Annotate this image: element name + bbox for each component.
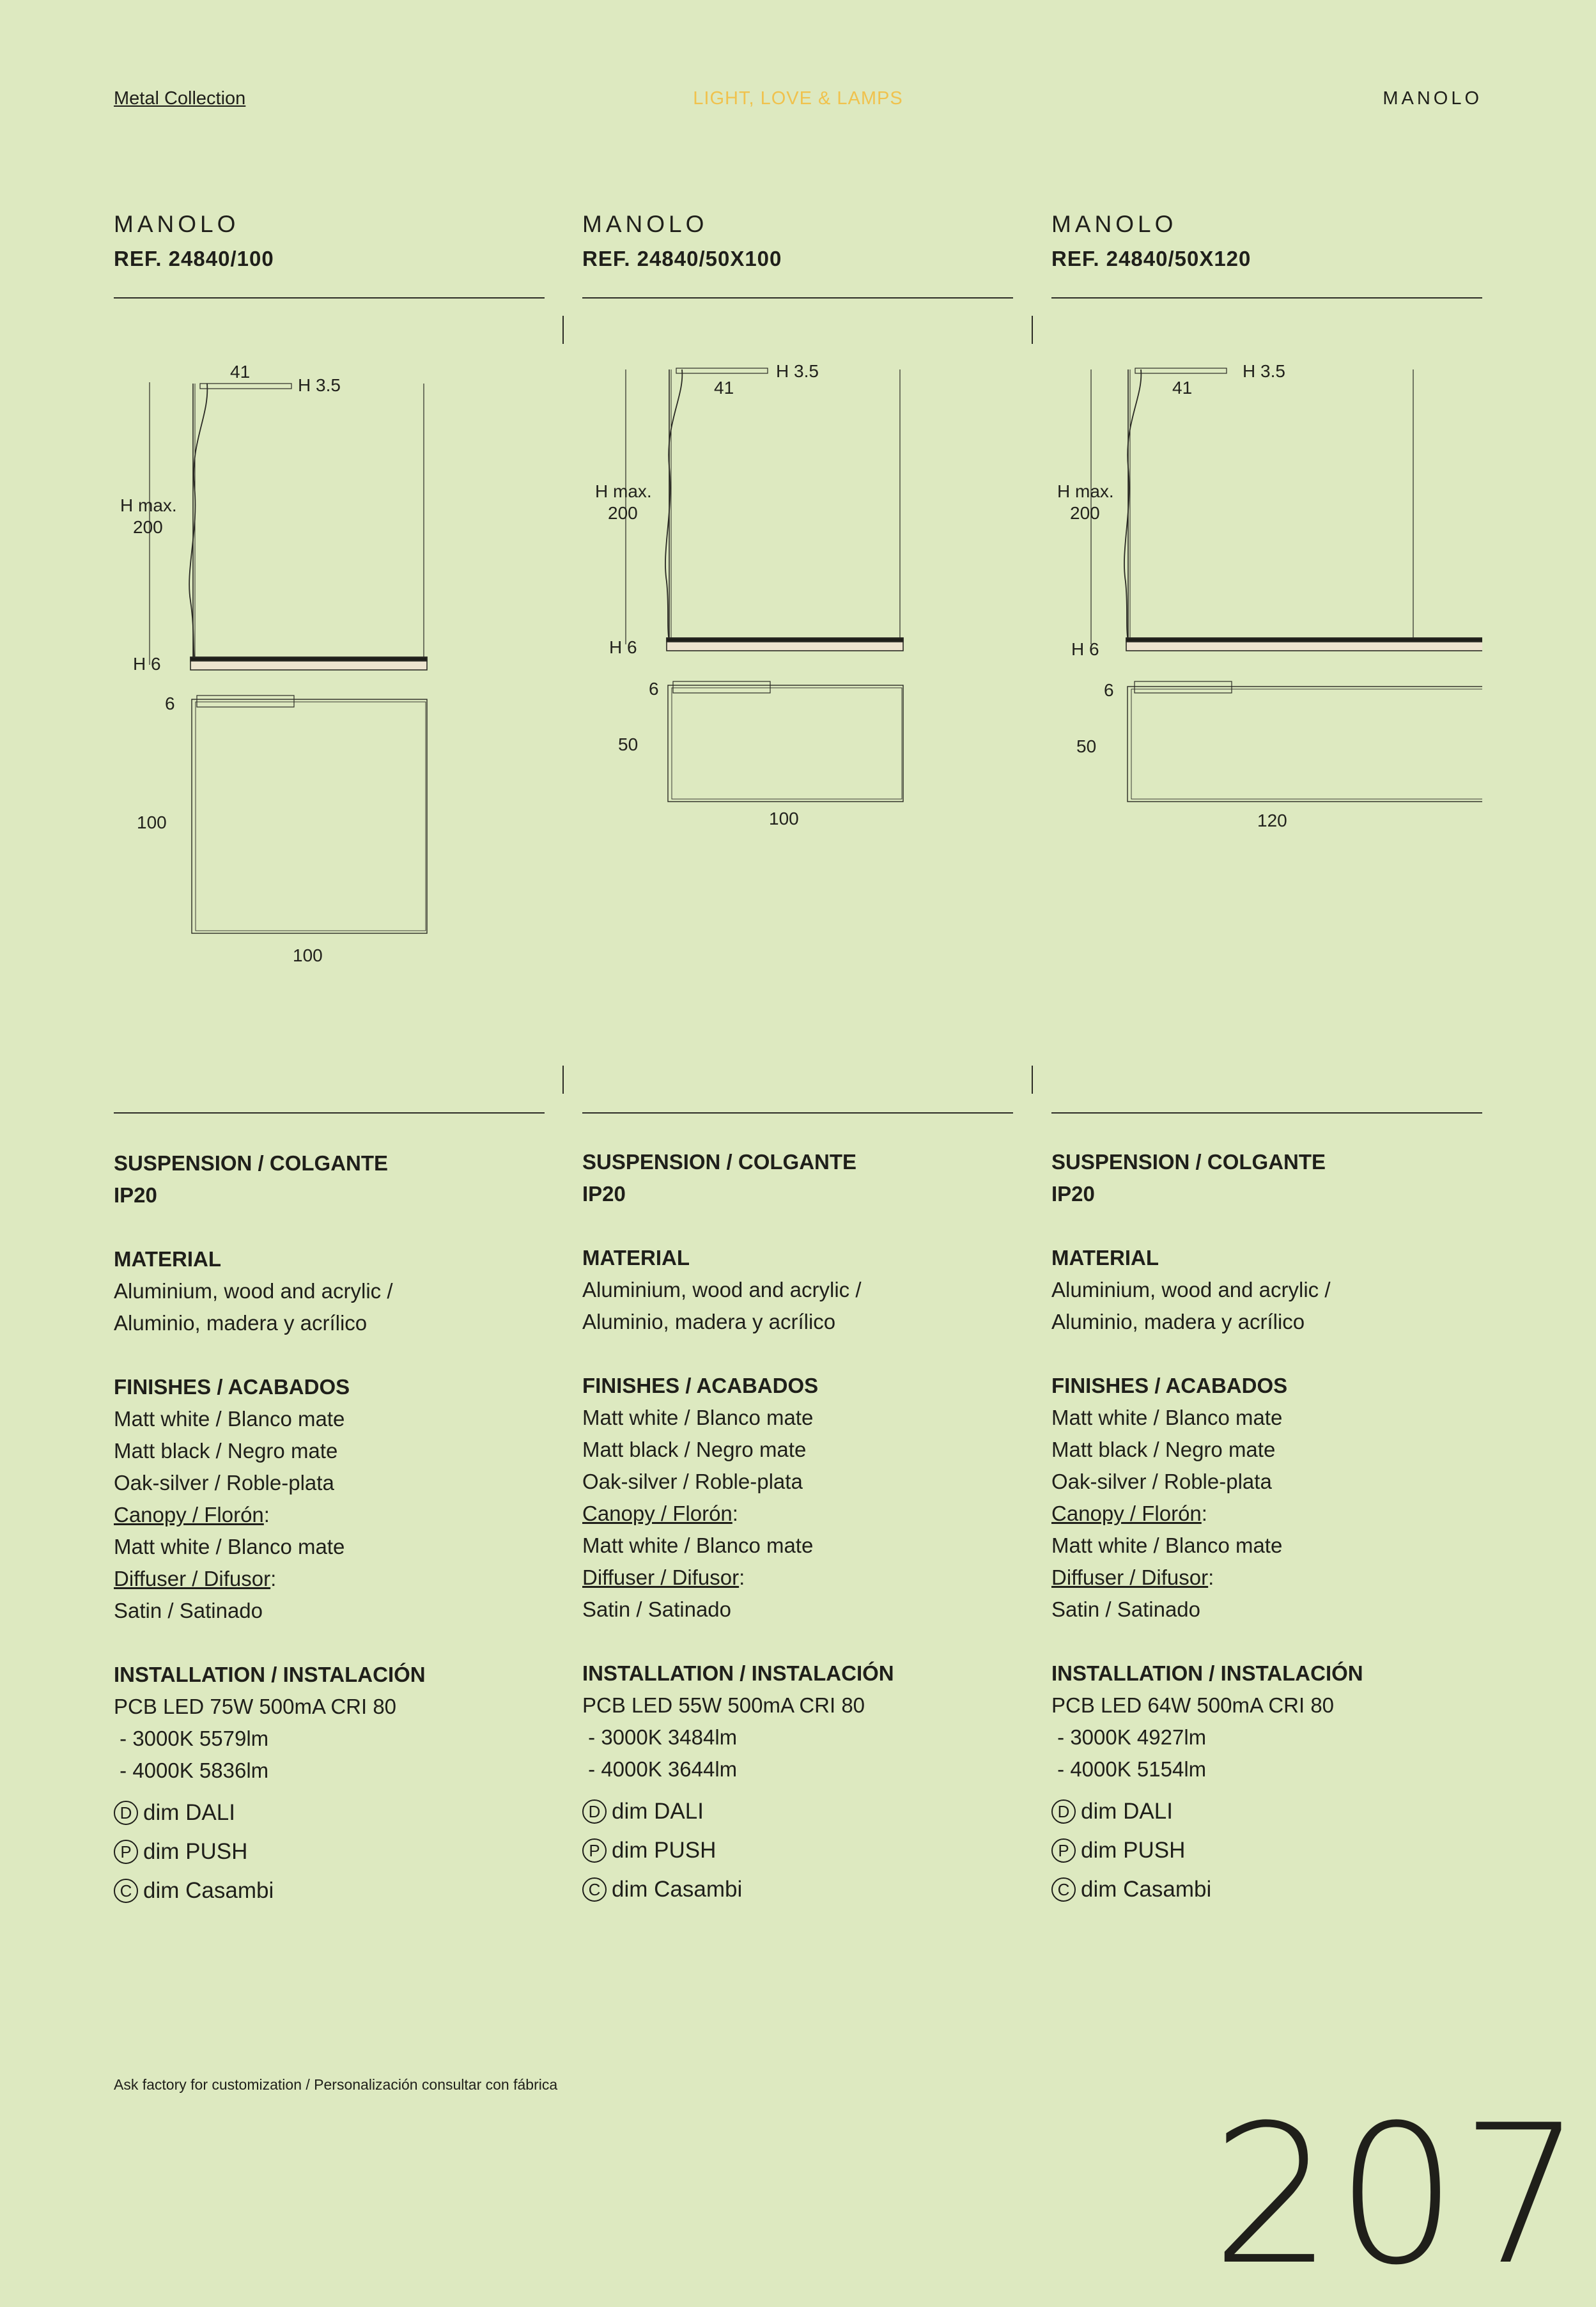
dim-label: dim Casambi: [143, 1877, 274, 1903]
product-column-1: [114, 0, 545, 2258]
dali-icon: D: [1051, 1799, 1076, 1824]
dim-push: [582, 1831, 1013, 1870]
dim-label: dim Casambi: [612, 1876, 743, 1902]
drawing-label: H 6: [1071, 639, 1099, 659]
drawing-label: H max.: [1057, 481, 1114, 501]
drawing-label: H max.: [595, 481, 652, 501]
push-icon: P: [114, 1840, 138, 1864]
drawing-label: H 3.5: [298, 375, 341, 395]
dim-label: dim DALI: [612, 1798, 704, 1824]
drawing-label: 200: [133, 517, 163, 537]
finishes-title: FINISHES / ACABADOS: [1051, 1374, 1288, 1397]
installation-title: INSTALLATION / INSTALACIÓN: [1051, 1661, 1363, 1685]
technical-drawing-svg: [114, 300, 545, 1106]
installation-line: PCB LED 75W 500mA CRI 80: [114, 1695, 397, 1718]
ip-rating: IP20: [582, 1182, 626, 1206]
diffuser-label: Diffuser / Difusor: [582, 1565, 740, 1589]
finish-line: Matt black / Negro mate: [582, 1438, 807, 1461]
finishes-title: FINISHES / ACABADOS: [114, 1375, 350, 1399]
dim-push: [114, 1832, 545, 1871]
material-title: MATERIAL: [582, 1246, 690, 1270]
drawing-label: 50: [1076, 736, 1097, 756]
product-column-3: [1051, 0, 1482, 2258]
casambi-icon: C: [1051, 1877, 1076, 1902]
drawing-label: H 6: [133, 654, 161, 674]
divider: [582, 1112, 1013, 1114]
drawing-label: 100: [137, 812, 167, 832]
ip-rating: IP20: [114, 1183, 157, 1207]
dim-label: dim PUSH: [143, 1838, 248, 1864]
dim-label: dim PUSH: [612, 1837, 717, 1863]
casambi-icon: C: [114, 1879, 138, 1903]
technical-drawing: [114, 300, 545, 1106]
installation-line: - 3000K 3484lm: [582, 1725, 738, 1749]
dim-label: dim PUSH: [1081, 1837, 1186, 1863]
finish-line: Oak-silver / Roble-plata: [114, 1471, 334, 1495]
installation-title: INSTALLATION / INSTALACIÓN: [114, 1663, 426, 1686]
tagline: LIGHT, LOVE & LAMPS: [693, 88, 903, 109]
dim-casambi: [114, 1871, 545, 1910]
material-line: Aluminium, wood and acrylic /: [1051, 1278, 1331, 1301]
product-ref: REF. 24840/50X100: [582, 247, 782, 270]
drawing-label: 41: [714, 378, 734, 398]
divider: [582, 297, 1013, 299]
drawing-label: 6: [649, 679, 659, 699]
product-title: MANOLO: [582, 211, 708, 237]
canopy-value: Matt white / Blanco mate: [114, 1535, 345, 1558]
column-separator: [562, 316, 564, 344]
finish-line: Matt white / Blanco mate: [1051, 1406, 1283, 1429]
diffuser-label: Diffuser / Difusor: [114, 1567, 271, 1590]
drawing-label: 6: [1104, 680, 1114, 700]
finish-line: Matt black / Negro mate: [1051, 1438, 1276, 1461]
drawing-label: 100: [293, 945, 323, 965]
product-ref: REF. 24840/100: [114, 247, 274, 270]
product-family: MANOLO: [1383, 88, 1482, 109]
drawing-label: 100: [769, 809, 799, 828]
installation-line: - 3000K 4927lm: [1051, 1725, 1207, 1749]
product-title: MANOLO: [114, 211, 240, 237]
casambi-icon: C: [582, 1877, 607, 1902]
technical-drawing-svg: [1051, 300, 1482, 1106]
diffuser-value: Satin / Satinado: [114, 1599, 263, 1622]
drawing-label: H 3.5: [1243, 361, 1285, 381]
push-icon: P: [1051, 1838, 1076, 1863]
canopy-label: Canopy / Florón: [1051, 1502, 1202, 1525]
drawing-label: 41: [1172, 378, 1193, 398]
canopy-label: Canopy / Florón: [582, 1502, 732, 1525]
column-separator: [1032, 1066, 1033, 1094]
finishes-title: FINISHES / ACABADOS: [582, 1374, 819, 1397]
footer-note: Ask factory for customization / Personalización consultar con fábrica: [114, 2076, 558, 2093]
drawing-label: 50: [618, 734, 639, 754]
finish-line: Matt white / Blanco mate: [582, 1406, 814, 1429]
dim-label: dim DALI: [1081, 1798, 1173, 1824]
installation-line: PCB LED 64W 500mA CRI 80: [1051, 1693, 1335, 1717]
drawing-label: H max.: [120, 495, 177, 515]
spec-block: SUSPENSION / COLGANTE IP20 MATERIAL Aluminium, wood and acrylic / Aluminio, madera y acrílico FINISHES / ACABADOS Matt white / Blanco mate Matt black / Negro mate Oak-silver / Roble-plata Canopy / Florón: Matt white / Blanco mate Diffuser / Difusor: Satin / Satinado INSTALLATION / INSTALACIÓN PCB LED 75W 500mA CRI 80 - 3000K 5579lm - 4000K 5836lm D dim DALI P dim PUSH C dim Casambi: [114, 1147, 545, 1910]
diffuser-label: Diffuser / Difusor: [1051, 1565, 1209, 1589]
drawing-label: 200: [1070, 503, 1100, 523]
installation-line: - 4000K 5154lm: [1051, 1757, 1207, 1781]
divider: [114, 1112, 545, 1114]
drawing-label: 6: [165, 694, 175, 713]
diffuser-value: Satin / Satinado: [582, 1597, 731, 1621]
canopy-value: Matt white / Blanco mate: [1051, 1534, 1283, 1557]
dali-icon: D: [582, 1799, 607, 1824]
dim-casambi: [1051, 1870, 1482, 1909]
drawing-label: 41: [230, 362, 251, 382]
finish-line: Matt white / Blanco mate: [114, 1407, 345, 1431]
type-label: SUSPENSION / COLGANTE: [582, 1150, 857, 1174]
dim-label: dim Casambi: [1081, 1876, 1212, 1902]
dim-push: [1051, 1831, 1482, 1870]
push-icon: P: [582, 1838, 607, 1863]
technical-drawing: [1051, 300, 1482, 1106]
ip-rating: IP20: [1051, 1182, 1095, 1206]
material-line: Aluminio, madera y acrílico: [114, 1311, 368, 1335]
dim-dali: [1051, 1792, 1482, 1831]
technical-drawing-svg: [582, 300, 1013, 1106]
finish-line: Matt black / Negro mate: [114, 1439, 338, 1463]
spec-block: SUSPENSION / COLGANTE IP20 MATERIAL Aluminium, wood and acrylic / Aluminio, madera y acrílico FINISHES / ACABADOS Matt white / Blanco mate Matt black / Negro mate Oak-silver / Roble-plata Canopy / Florón: Matt white / Blanco mate Diffuser / Difusor: Satin / Satinado INSTALLATION / INSTALACIÓN PCB LED 55W 500mA CRI 80 - 3000K 3484lm - 4000K 3644lm D dim DALI P dim PUSH C dim Casambi: [582, 1146, 1013, 1909]
finish-line: Oak-silver / Roble-plata: [582, 1470, 803, 1493]
column-separator: [562, 1066, 564, 1094]
product-title: MANOLO: [1051, 211, 1177, 237]
installation-title: INSTALLATION / INSTALACIÓN: [582, 1661, 894, 1685]
dim-dali: [582, 1792, 1013, 1831]
divider: [1051, 297, 1482, 299]
dali-icon: D: [114, 1801, 138, 1825]
product-ref: REF. 24840/50X120: [1051, 247, 1251, 270]
spec-block: SUSPENSION / COLGANTE IP20 MATERIAL Aluminium, wood and acrylic / Aluminio, madera y acrílico FINISHES / ACABADOS Matt white / Blanco mate Matt black / Negro mate Oak-silver / Roble-plata Canopy / Florón: Matt white / Blanco mate Diffuser / Difusor: Satin / Satinado INSTALLATION / INSTALACIÓN PCB LED 64W 500mA CRI 80 - 3000K 4927lm - 4000K 5154lm D dim DALI P dim PUSH C dim Casambi: [1051, 1146, 1482, 1909]
dim-label: dim DALI: [143, 1799, 235, 1825]
drawing-label: 200: [608, 503, 638, 523]
collection-link[interactable]: Metal Collection: [114, 88, 246, 109]
installation-line: PCB LED 55W 500mA CRI 80: [582, 1693, 865, 1717]
dim-casambi: [582, 1870, 1013, 1909]
canopy-label: Canopy / Florón: [114, 1503, 264, 1526]
installation-line: - 4000K 5836lm: [114, 1759, 269, 1782]
technical-drawing: [582, 300, 1013, 1106]
installation-line: - 4000K 3644lm: [582, 1757, 738, 1781]
divider: [114, 297, 545, 299]
dim-dali: [114, 1793, 545, 1832]
canopy-value: Matt white / Blanco mate: [582, 1534, 814, 1557]
material-title: MATERIAL: [114, 1247, 222, 1271]
material-title: MATERIAL: [1051, 1246, 1159, 1270]
material-line: Aluminio, madera y acrílico: [1051, 1310, 1305, 1333]
diffuser-value: Satin / Satinado: [1051, 1597, 1200, 1621]
type-label: SUSPENSION / COLGANTE: [1051, 1150, 1326, 1174]
finish-line: Oak-silver / Roble-plata: [1051, 1470, 1272, 1493]
drawing-label: 120: [1257, 811, 1287, 830]
type-label: SUSPENSION / COLGANTE: [114, 1151, 389, 1175]
column-separator: [1032, 316, 1033, 344]
page-number: 207: [1211, 2084, 1585, 2307]
material-line: Aluminium, wood and acrylic /: [582, 1278, 862, 1301]
divider: [1051, 1112, 1482, 1114]
material-line: Aluminio, madera y acrílico: [582, 1310, 836, 1333]
installation-line: - 3000K 5579lm: [114, 1727, 269, 1750]
material-line: Aluminium, wood and acrylic /: [114, 1279, 393, 1303]
drawing-label: H 3.5: [776, 361, 819, 381]
product-column-2: [582, 0, 1013, 2258]
drawing-label: H 6: [609, 637, 637, 657]
